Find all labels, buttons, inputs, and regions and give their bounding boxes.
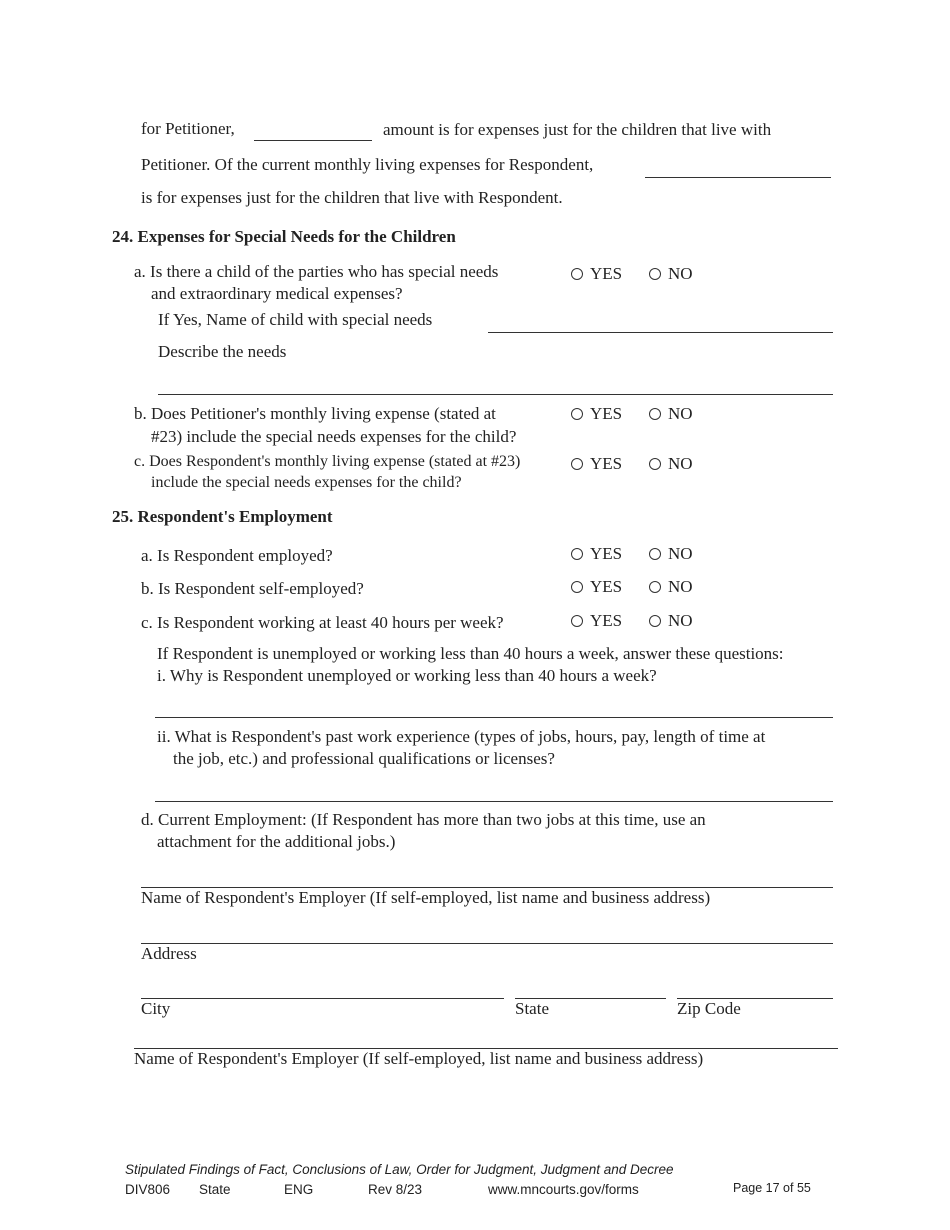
yes-label: YES <box>590 577 623 596</box>
s24-a-describe-label: Describe the needs <box>158 342 287 361</box>
special-needs-description-field[interactable] <box>158 394 833 395</box>
special-needs-child-name-field[interactable] <box>488 332 833 333</box>
footer-lang: ENG <box>284 1182 314 1197</box>
employer2-name-label: Name of Respondent's Employer (If self-employed, list name and business address) <box>134 1049 704 1068</box>
respondent-children-amount-field[interactable] <box>645 177 831 178</box>
s25-question-i: i. Why is Respondent unemployed or working less than 40 hours a week? <box>157 666 657 685</box>
radio-icon <box>571 581 583 593</box>
s24-c-no-option[interactable] <box>649 453 693 474</box>
s25-c-yes-option[interactable] <box>571 610 622 631</box>
s24-b-no-option[interactable] <box>649 403 693 424</box>
radio-icon <box>649 615 661 627</box>
radio-icon <box>649 408 661 420</box>
city-label: City <box>141 999 171 1018</box>
radio-icon <box>571 458 583 470</box>
s25-a-yes-option[interactable] <box>571 543 622 564</box>
s24-a-yes-option[interactable] <box>571 263 622 284</box>
no-label: NO <box>668 544 693 563</box>
s25-d-line2: attachment for the additional jobs.) <box>157 832 396 851</box>
radio-icon <box>649 581 661 593</box>
s23-line1-prefix: for Petitioner, <box>141 119 235 138</box>
footer-url[interactable]: www.mncourts.gov/forms <box>488 1182 639 1197</box>
s25-question-ii-line2: the job, etc.) and professional qualifications or licenses? <box>173 749 555 768</box>
s24-a-question-line1: a. Is there a child of the parties who has special needs <box>134 262 499 281</box>
radio-icon <box>649 548 661 560</box>
s24-heading: 24. Expenses for Special Needs for the Children <box>112 227 456 246</box>
s24-c-yes-option[interactable] <box>571 453 622 474</box>
no-label: NO <box>668 404 693 423</box>
footer-rev: Rev 8/23 <box>368 1182 423 1197</box>
footer-form-id: DIV806 <box>125 1182 171 1197</box>
yes-label: YES <box>590 264 623 283</box>
s25-if-unemployed: If Respondent is unemployed or working less than 40 hours a week, answer these questions: <box>157 644 784 663</box>
s24-c-question-line2: include the special needs expenses for the child? <box>151 474 462 491</box>
s24-a-question-line2: and extraordinary medical expenses? <box>151 284 403 303</box>
state-label: State <box>515 999 549 1018</box>
no-label: NO <box>668 264 693 283</box>
zip-code-label: Zip Code <box>677 999 741 1018</box>
radio-icon <box>649 458 661 470</box>
no-label: NO <box>668 454 693 473</box>
s25-a-no-option[interactable] <box>649 543 693 564</box>
s25-c-no-option[interactable] <box>649 610 693 631</box>
footer-state: State <box>199 1182 231 1197</box>
footer-title: Stipulated Findings of Fact, Conclusions of Law, Order for Judgment, Judgment and Decree <box>125 1162 674 1177</box>
s25-d-line1: d. Current Employment: (If Respondent has more than two jobs at this time, use an <box>141 810 706 829</box>
s24-a-no-option[interactable] <box>649 263 693 284</box>
unemployed-reason-field[interactable] <box>155 717 833 718</box>
s23-line3: is for expenses just for the children that live with Respondent. <box>141 188 563 207</box>
s24-b-question-line2: #23) include the special needs expenses for the child? <box>151 427 517 446</box>
radio-icon <box>571 548 583 560</box>
radio-icon <box>571 615 583 627</box>
s25-b-yes-option[interactable] <box>571 576 622 597</box>
yes-label: YES <box>590 404 623 423</box>
s25-b-question: b. Is Respondent self-employed? <box>141 579 364 598</box>
footer-page-number: Page 17 of 55 <box>733 1181 811 1195</box>
address-label: Address <box>141 944 197 963</box>
no-label: NO <box>668 611 693 630</box>
s25-heading: 25. Respondent's Employment <box>112 507 333 526</box>
radio-icon <box>649 268 661 280</box>
s25-question-ii-line1: ii. What is Respondent's past work experience (types of jobs, hours, pay, length of time at <box>157 727 766 746</box>
city-field[interactable] <box>141 998 504 999</box>
employer-address-field[interactable] <box>141 943 833 944</box>
s24-c-question-line1: c. Does Respondent's monthly living expense (stated at #23) <box>134 453 521 470</box>
work-experience-field[interactable] <box>155 801 833 802</box>
s24-b-question-line1: b. Does Petitioner's monthly living expense (stated at <box>134 404 496 423</box>
employer-name-label: Name of Respondent's Employer (If self-employed, list name and business address) <box>141 888 711 907</box>
yes-label: YES <box>590 454 623 473</box>
petitioner-children-amount-field[interactable] <box>254 140 372 141</box>
radio-icon <box>571 268 583 280</box>
yes-label: YES <box>590 611 623 630</box>
s24-b-yes-option[interactable] <box>571 403 622 424</box>
s23-line1-suffix: amount is for expenses just for the children that live with <box>383 120 772 139</box>
s25-c-question: c. Is Respondent working at least 40 hours per week? <box>141 613 504 632</box>
s25-b-no-option[interactable] <box>649 576 693 597</box>
s23-line2: Petitioner. Of the current monthly living expenses for Respondent, <box>141 155 594 174</box>
radio-icon <box>571 408 583 420</box>
yes-label: YES <box>590 544 623 563</box>
s25-a-question: a. Is Respondent employed? <box>141 546 333 565</box>
s24-a-name-label: If Yes, Name of child with special needs <box>158 310 433 329</box>
no-label: NO <box>668 577 693 596</box>
